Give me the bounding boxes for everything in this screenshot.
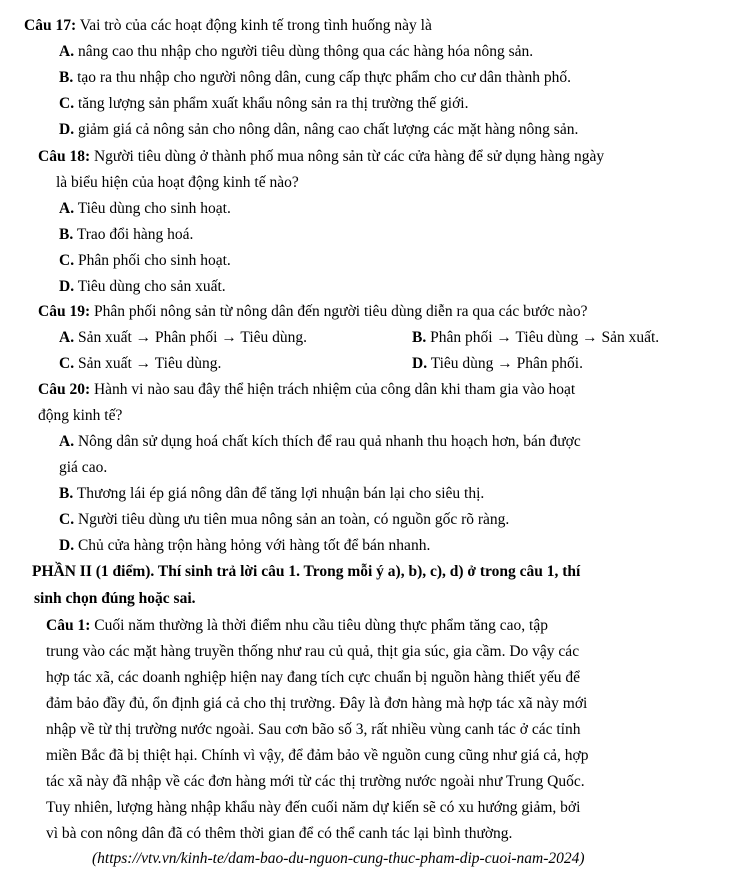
option-text: Tiêu dùng → Phân phối.	[430, 355, 583, 372]
option-letter: A.	[59, 43, 75, 60]
option-a	[59, 430, 581, 453]
passage-line: trung vào các mặt hàng truyền thống như rau củ quả, thịt gia súc, gia cầm. Do vậy các	[46, 643, 580, 660]
question-text: Người tiêu dùng ở thành phố mua nông sản từ các cửa hàng để sử dụng hàng ngày	[93, 148, 605, 165]
option-c	[59, 249, 231, 272]
option-letter: B.	[59, 69, 74, 86]
option-b	[59, 66, 571, 89]
option-text: Tiêu dùng cho sinh hoạt.	[77, 200, 231, 217]
question-19-stem	[38, 300, 588, 323]
option-text: Tiêu dùng cho sản xuất.	[77, 278, 226, 295]
option-letter: B.	[59, 485, 74, 502]
option-d	[59, 275, 226, 298]
option-letter: A.	[59, 433, 75, 450]
passage-line: hợp tác xã, các doanh nghiệp hiện nay đang tích cực chuẩn bị nguồn hàng thiết yếu để	[46, 669, 580, 686]
option-d	[59, 118, 578, 141]
passage-line: vì bà con nông dân đã có thêm thời gian để có thể canh tác lại bình thường.	[46, 825, 513, 842]
passage-line: tác xã này đã nhập về các đơn hàng mới từ các thị trường nước ngoài như Trung Quốc.	[46, 773, 585, 790]
option-d	[59, 534, 430, 557]
question-18-stem	[38, 145, 604, 168]
question-20-stem-cont: động kinh tế?	[38, 407, 123, 424]
question-label: Câu 20:	[38, 381, 91, 398]
option-a	[59, 197, 231, 220]
option-letter: A.	[59, 200, 75, 217]
question-label: Câu 1:	[46, 617, 91, 634]
option-c	[59, 92, 468, 115]
option-d	[412, 352, 583, 375]
passage-line: đảm bảo đầy đủ, ổn định giá cả cho thị trường. Đây là đơn hàng mà hợp tác xã này mới	[46, 695, 588, 712]
option-b	[59, 482, 484, 505]
option-letter: B.	[59, 226, 74, 243]
option-b	[412, 326, 659, 349]
option-text: tạo ra thu nhập cho người nông dân, cung cấp thực phẩm cho cư dân thành phố.	[77, 69, 572, 86]
question-text: Hành vi nào sau đây thể hiện trách nhiệm của công dân khi tham gia vào hoạt	[93, 381, 576, 398]
option-letter: C.	[59, 95, 75, 112]
option-text: Chủ cửa hàng trộn hàng hỏng với hàng tốt để bán nhanh.	[77, 537, 431, 554]
option-text: Sản xuất → Tiêu dùng.	[77, 355, 222, 372]
question-text: Phân phối nông sản từ nông dân đến người tiêu dùng diễn ra qua các bước nào?	[93, 303, 588, 320]
option-letter: D.	[59, 121, 75, 138]
question-20-stem	[38, 378, 575, 401]
option-text: Phân phối cho sinh hoạt.	[77, 252, 231, 269]
option-a	[59, 40, 533, 63]
option-letter: B.	[412, 329, 427, 346]
part-2-heading-cont: sinh chọn đúng hoặc sai.	[34, 590, 196, 607]
option-letter: D.	[59, 278, 75, 295]
question-17-stem	[24, 14, 432, 37]
option-letter: C.	[59, 252, 75, 269]
option-letter: D.	[59, 537, 75, 554]
option-text: Nông dân sử dụng hoá chất kích thích để rau quả nhanh thu hoạch hơn, bán được	[77, 433, 581, 450]
passage-text: Cuối năm thường là thời điểm nhu cầu tiêu dùng thực phẩm tăng cao, tập	[94, 617, 548, 634]
option-text: Sản xuất → Phân phối → Tiêu dùng.	[77, 329, 308, 346]
question-label: Câu 19:	[38, 303, 91, 320]
option-c	[59, 508, 509, 531]
option-a	[59, 326, 307, 349]
option-text: Thương lái ép giá nông dân để tăng lợi nhuận bán lại cho siêu thị.	[76, 485, 485, 502]
question-18-stem-cont: là biểu hiện của hoạt động kinh tế nào?	[56, 174, 299, 191]
option-a-cont: giá cao.	[59, 459, 108, 476]
passage-line: Tuy nhiên, lượng hàng nhập khẩu này đến cuối năm dự kiến sẽ có xu hướng giảm, bởi	[46, 799, 581, 816]
question-label: Câu 18:	[38, 148, 91, 165]
option-text: Phân phối → Tiêu dùng → Sản xuất.	[430, 329, 660, 346]
passage-line	[46, 614, 548, 637]
source-citation: (https://vtv.vn/kinh-te/dam-bao-du-nguon-cung-thuc-pham-dip-cuoi-nam-2024)	[92, 850, 585, 867]
option-text: Người tiêu dùng ưu tiên mua nông sản an toàn, có nguồn gốc rõ ràng.	[77, 511, 510, 528]
passage-line: miền Bắc đã bị thiệt hại. Chính vì vậy, để đảm bảo về nguồn cung cũng như giá cả, hợp	[46, 747, 589, 764]
passage-line: nhập về từ thị trường nước ngoài. Sau cơn bão số 3, rất nhiều vùng canh tác ở các tỉnh	[46, 721, 581, 738]
option-letter: D.	[412, 355, 428, 372]
option-b	[59, 223, 193, 246]
option-text: tăng lượng sản phẩm xuất khẩu nông sản ra thị trường thế giới.	[77, 95, 469, 112]
option-text: nâng cao thu nhập cho người tiêu dùng thông qua các hàng hóa nông sản.	[77, 43, 534, 60]
option-letter: C.	[59, 511, 75, 528]
option-letter: C.	[59, 355, 75, 372]
option-text: Trao đổi hàng hoá.	[76, 226, 194, 243]
option-text: giảm giá cả nông sản cho nông dân, nâng cao chất lượng các mặt hàng nông sản.	[77, 121, 579, 138]
option-letter: A.	[59, 329, 75, 346]
option-c	[59, 352, 221, 375]
question-label: Câu 17:	[24, 17, 77, 34]
part-2-heading: PHẦN II (1 điểm). Thí sinh trả lời câu 1. Trong mỗi ý a), b), c), d) ở trong câu 1, thí	[32, 563, 581, 580]
question-text: Vai trò của các hoạt động kinh tế trong tình huống này là	[79, 17, 432, 34]
